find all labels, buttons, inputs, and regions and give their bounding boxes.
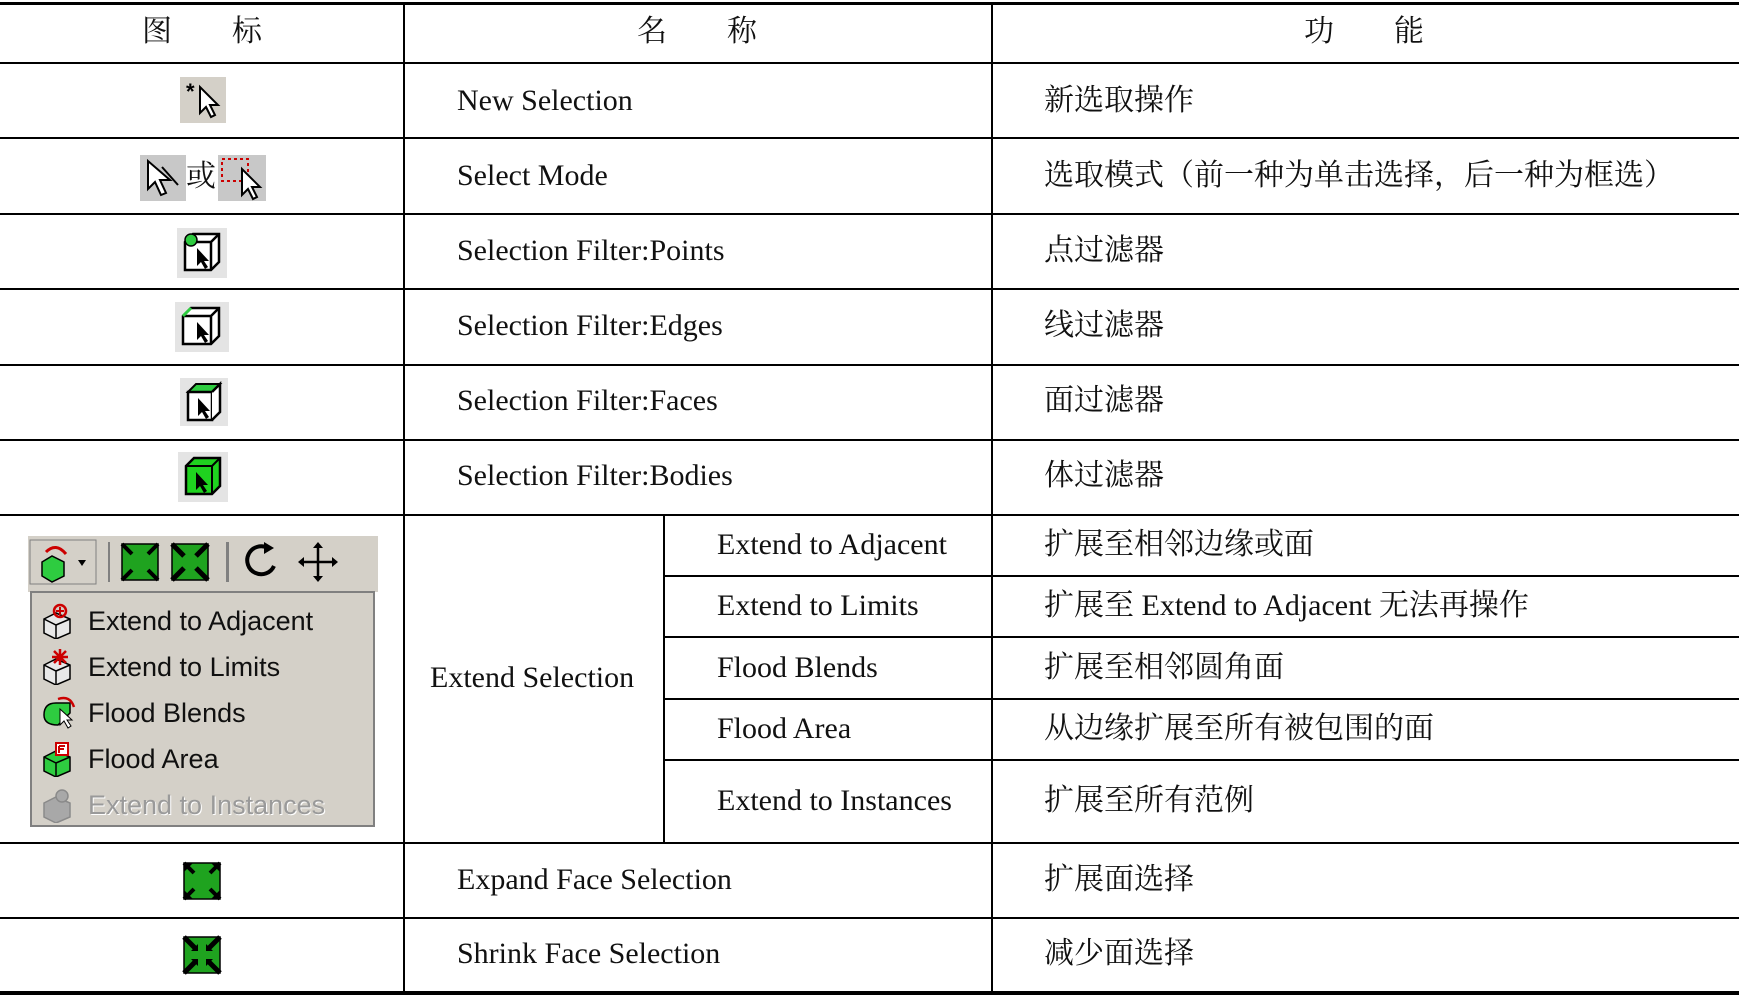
sub-function: 扩展至所有范例 (1044, 784, 1254, 817)
sub-name: Extend to Instances (717, 784, 952, 817)
menu-item-extend-instances (32, 783, 373, 827)
column-rule (403, 2, 405, 995)
row-name: Selection Filter:Edges (457, 309, 723, 342)
row-name: Shrink Face Selection (457, 937, 721, 970)
sub-function: 扩展至相邻圆角面 (1044, 651, 1284, 684)
row-function: 选取模式（前一种为单击选择，后一种为框选） (1044, 159, 1674, 192)
row-rule (0, 288, 1739, 290)
svg-text:*: * (186, 79, 195, 104)
sub-row-rule (664, 575, 1739, 577)
row-function: 新选取操作 (1044, 84, 1194, 117)
sub-name: Extend to Adjacent (717, 528, 947, 561)
row-rule (0, 364, 1739, 366)
row-rule (0, 514, 1739, 516)
sub-name: Flood Blends (717, 651, 878, 684)
sub-column-rule (663, 514, 665, 844)
filter-faces-icon (180, 378, 228, 426)
header-icon: 图 标 (142, 15, 262, 48)
sub-function: 扩展至相邻边缘或面 (1044, 528, 1314, 561)
menu-item-extend-adjacent[interactable] (32, 599, 373, 643)
sub-name: Flood Area (717, 712, 852, 745)
extend-selection-name: Extend Selection (430, 661, 635, 694)
menu-item-label: Extend to Instances (88, 790, 326, 820)
row-function: 体过滤器 (1044, 459, 1164, 492)
expand-face-icon (181, 860, 223, 902)
header-rule (0, 62, 1739, 64)
row-rule (0, 842, 1739, 844)
or-joiner: 或 (186, 160, 216, 193)
table-top-border (0, 2, 1739, 5)
row-rule (0, 917, 1739, 919)
row-name: Select Mode (457, 159, 608, 192)
row-rule (0, 213, 1739, 215)
sub-function: 从边缘扩展至所有被包围的面 (1044, 712, 1434, 745)
row-name: Selection Filter:Bodies (457, 459, 733, 492)
menu-item-flood-area[interactable] (32, 737, 373, 781)
row-rule (0, 439, 1739, 441)
row-name: Expand Face Selection (457, 863, 732, 896)
menu-item-label: Flood Area (88, 744, 219, 774)
box-select-icon (218, 155, 266, 201)
flood-area-icon (40, 741, 78, 777)
flood-blends-icon (40, 695, 78, 731)
extend-instances-icon (40, 787, 78, 823)
row-function: 减少面选择 (1044, 937, 1194, 970)
single-select-icon (140, 155, 186, 201)
table-bottom-border (0, 991, 1739, 995)
extend-selection-toolbar (28, 536, 378, 592)
menu-item-flood-blends[interactable] (32, 691, 373, 735)
extend-adjacent-icon (40, 603, 78, 639)
filter-points-icon (177, 228, 227, 278)
sub-row-rule (664, 698, 1739, 700)
row-name: Selection Filter:Points (457, 234, 725, 267)
sub-row-rule (664, 759, 1739, 761)
row-rule (0, 137, 1739, 139)
header-name: 名 称 (637, 15, 757, 48)
row-function: 面过滤器 (1044, 384, 1164, 417)
row-function: 扩展面选择 (1044, 863, 1194, 896)
sub-function: 扩展至 Extend to Adjacent 无法再操作 (1044, 589, 1529, 622)
row-function: 点过滤器 (1044, 234, 1164, 267)
filter-bodies-icon (178, 452, 228, 502)
extend-limits-icon (40, 649, 78, 685)
shrink-face-icon (181, 934, 223, 976)
header-function: 功 能 (1304, 15, 1424, 48)
sub-name: Extend to Limits (717, 589, 919, 622)
row-name: New Selection (457, 84, 633, 117)
row-name: Selection Filter:Faces (457, 384, 718, 417)
menu-item-label: Flood Blends (88, 698, 246, 728)
row-function: 线过滤器 (1044, 309, 1164, 342)
menu-item-label: Extend to Limits (88, 652, 281, 682)
menu-item-extend-limits[interactable] (32, 645, 373, 689)
new-selection-icon (180, 77, 226, 123)
sub-row-rule (664, 636, 1739, 638)
extend-selection-menu (30, 591, 375, 827)
column-rule (991, 2, 993, 995)
menu-item-label: Extend to Adjacent (88, 606, 314, 636)
filter-edges-icon (175, 302, 229, 352)
